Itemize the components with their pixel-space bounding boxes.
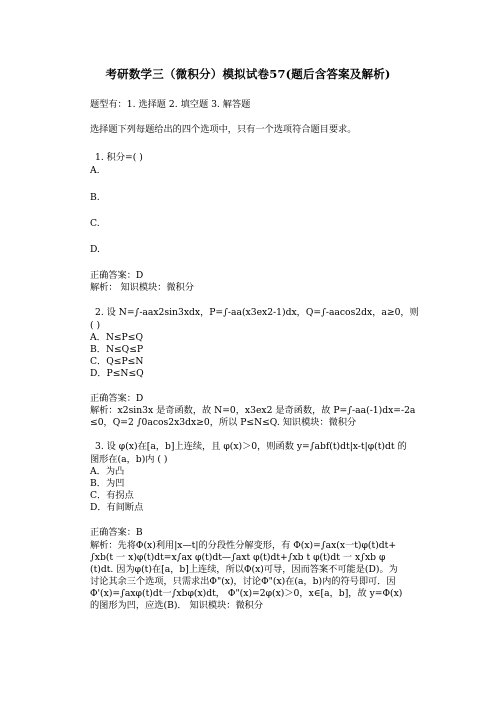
q2-option-c: C．Q≤P≤N (90, 356, 144, 367)
q3-option-c: C．有拐点 (90, 490, 134, 501)
q3-analysis-line6: 的图形为凹，应选(B)． 知识模块：微积分 (90, 600, 264, 611)
q1-stem: 1. 积分=( ) (95, 152, 143, 163)
q2-stem-line1: 2. 设 N=∫-aax2sin3xdx，P=∫-aa(x3ex2-1)dx，Q=∫-aacos2dx，a≥0，则 (95, 307, 419, 318)
q3-option-a: A．为凸 (90, 466, 125, 477)
question-types: 题型有：1. 选择题 2. 填空题 3. 解答题 (90, 99, 251, 110)
q3-analysis-line3: (t)dt. 因为φ(t)在[a，b]上连续，所以Φ(x)可导，因而答案不可能是(D)。为 (90, 564, 398, 575)
q1-option-b: B. (90, 192, 100, 203)
section-instruction: 选择题下列每题给出的四个选项中，只有一个选项符合题目要求。 (90, 124, 357, 135)
q2-answer: 正确答案：D (90, 393, 144, 404)
q2-option-a: A．N≤P≤Q (90, 332, 143, 343)
q1-option-a: A. (90, 165, 100, 176)
q2-stem-line2: ( ) (90, 320, 101, 331)
q2-option-b: B．N≤Q≤P (90, 344, 144, 355)
q3-analysis-line2: ∫xb(t 一 x)φ(t)dt=x∫ax φ(t)dt—∫axt φ(t)dt+∫xb t φ(t)dt 一 x∫xb φ (90, 552, 386, 563)
q1-option-c: C. (90, 218, 100, 229)
page-title: 考研数学三（微积分）模拟试卷57(题后含答案及解析) (105, 67, 391, 81)
q1-option-d: D. (90, 244, 100, 255)
q2-analysis-line1: 解析：x2sin3x 是奇函数，故 N=0，x3ex2 是奇函数，故 P=∫-aa(-1)dx=-2a (90, 405, 416, 416)
q1-answer: 正确答案：D (90, 270, 144, 281)
q1-analysis: 解析： 知识模块：微积分 (90, 282, 194, 293)
q3-stem-line2: 图形在(a，b)内 ( ) (90, 454, 168, 465)
q3-stem-line1: 3. 设 φ(x)在[a，b]上连续，且 φ(x)＞0，则函数 y=∫abf(t)dt|x-t|φ(t)dt 的 (95, 441, 407, 452)
q3-analysis-line4: 讨论其余三个选项，只需求出Φ"(x)，讨论Φ"(x)在(a，b)内的符号即可．因 (90, 576, 396, 587)
q3-option-b: B．为凹 (90, 478, 125, 489)
q2-option-d: D．P≤N≤Q (90, 368, 144, 379)
q3-analysis-line5: Φ'(x)=∫axφ(t)dt一∫xbφ(x)dt， Φ"(x)=2φ(x)＞0，x∈[a，b]，故 y=Φ(x) (90, 588, 403, 599)
q3-option-d: D．有间断点 (90, 502, 144, 513)
q3-answer: 正确答案：B (90, 527, 143, 538)
q2-analysis-line2: ≤0，Q=2 ∫0acos2x3dx≥0，所以 P≤N≤Q. 知识模块：微积分 (90, 417, 357, 428)
q3-analysis-line1: 解析：先将Φ(x)利用|x—t|的分段性分解变形，有 Φ(x)=∫ax(x一t)φ(t)dt+ (90, 540, 397, 551)
